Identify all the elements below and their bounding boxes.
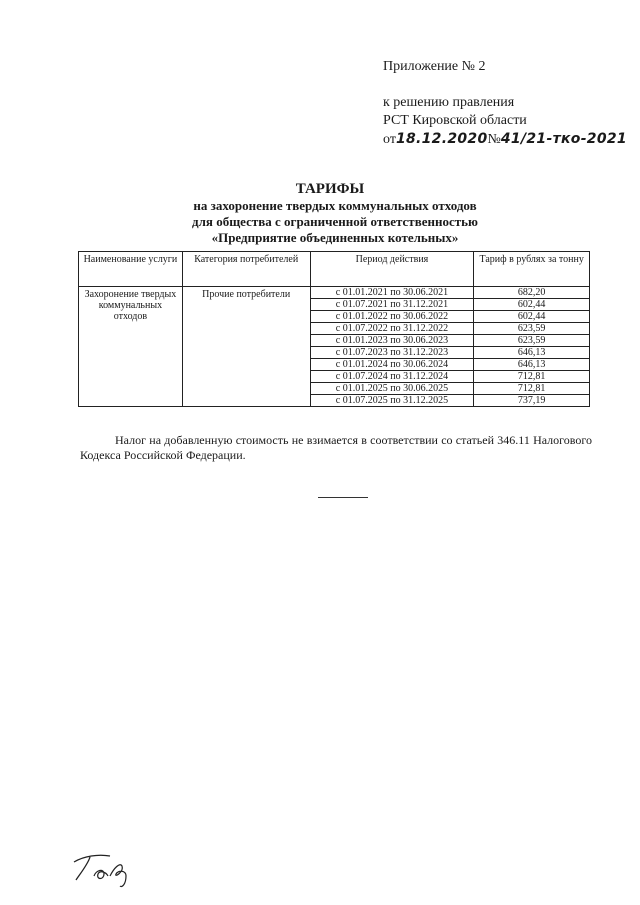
- period-cell: с 01.07.2022 по 31.12.2022: [310, 323, 474, 335]
- tariff-cell: 737,19: [474, 395, 590, 407]
- title-line-3: «Предприятие объединенных котельных»: [211, 230, 459, 245]
- period-cell: с 01.07.2023 по 31.12.2023: [310, 347, 474, 359]
- period-cell: с 01.07.2025 по 31.12.2025: [310, 395, 474, 407]
- tariff-cell: 712,81: [474, 383, 590, 395]
- appendix-title: Приложение № 2: [383, 59, 486, 74]
- appendix-from-prefix: от: [383, 132, 396, 147]
- header-category: Категория потребителей: [182, 252, 310, 287]
- period-cell: с 01.01.2023 по 30.06.2023: [310, 335, 474, 347]
- tariff-cell: 682,20: [474, 287, 590, 299]
- document-title: ТАРИФЫ: [295, 181, 365, 197]
- period-cell: с 01.01.2022 по 30.06.2022: [310, 311, 474, 323]
- tariff-cell: 602,44: [474, 299, 590, 311]
- period-cell: с 01.01.2024 по 30.06.2024: [310, 359, 474, 371]
- appendix-block: [383, 58, 627, 149]
- period-cell: с 01.01.2021 по 30.06.2021: [310, 287, 474, 299]
- tariff-cell: 623,59: [474, 335, 590, 347]
- title-line-2: для общества с ограниченной ответственностью: [192, 214, 478, 229]
- table-header-row: [79, 252, 590, 287]
- header-period: Период действия: [310, 252, 474, 287]
- appendix-line-authority: РСТ Кировской области: [383, 113, 527, 128]
- tariff-cell: 646,13: [474, 359, 590, 371]
- tariff-cell: 646,13: [474, 347, 590, 359]
- period-cell: с 01.07.2024 по 31.12.2024: [310, 371, 474, 383]
- tariff-cell: 712,81: [474, 371, 590, 383]
- header-tariff: Тариф в рублях за тонну: [474, 252, 590, 287]
- divider: [318, 497, 368, 498]
- vat-note: Налог на добавленную стоимость не взимается в соответствии со статьей 346.11 Налогового Кодекса Российской Федерации.: [80, 433, 592, 462]
- tariff-cell: 602,44: [474, 311, 590, 323]
- tariff-cell: 623,59: [474, 323, 590, 335]
- title-block: [0, 180, 640, 246]
- appendix-line-decision: к решению правления: [383, 95, 515, 110]
- period-cell: с 01.07.2021 по 31.12.2021: [310, 299, 474, 311]
- category-cell: Прочие потребители: [182, 287, 310, 407]
- period-cell: с 01.01.2025 по 30.06.2025: [310, 383, 474, 395]
- appendix-date-line: [383, 130, 627, 149]
- header-service: Наименование услуги: [79, 252, 183, 287]
- handwritten-number: 41/21-тко-2021: [500, 131, 627, 147]
- table-row: [79, 287, 590, 299]
- signature-mark: [70, 840, 150, 890]
- title-line-1: на захоронение твердых коммунальных отходов: [193, 198, 477, 213]
- service-cell: Захоронение твердых коммунальных отходов: [79, 287, 183, 407]
- number-sign: №: [487, 132, 501, 147]
- tariff-table: [78, 251, 590, 407]
- handwritten-date: 18.12.2020: [395, 131, 488, 147]
